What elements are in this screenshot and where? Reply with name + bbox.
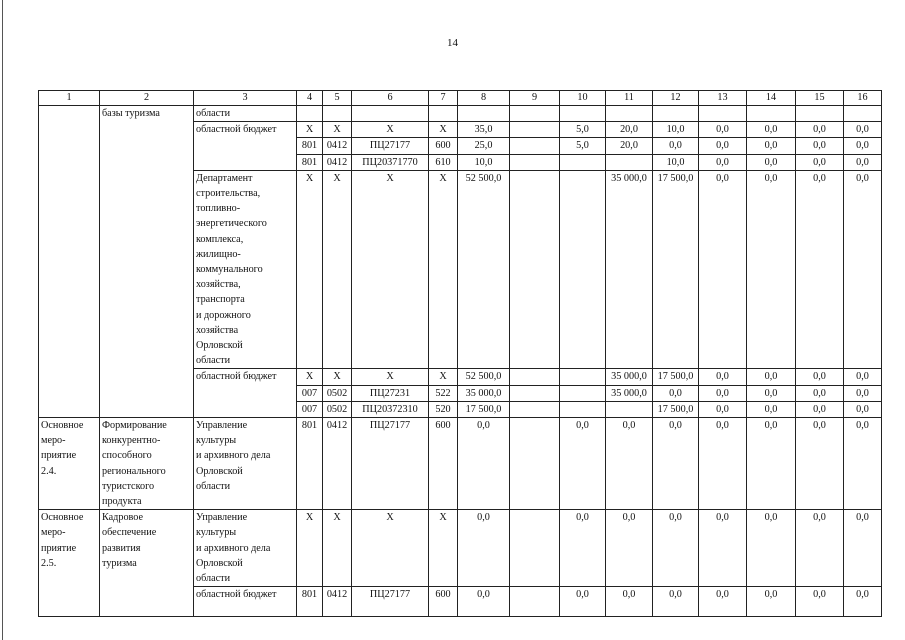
cell-event-number: Основное меро- приятие 2.4. (39, 418, 100, 510)
cell-value: 20,0 (606, 122, 653, 138)
cell-executor: Управление культуры и архивного дела Орловской области (194, 418, 297, 510)
cell-value (606, 154, 653, 170)
cell-value (560, 369, 606, 385)
cell-value: 35 000,0 (606, 385, 653, 401)
cell-total: 35,0 (458, 122, 510, 138)
cell-event-name: базы туризма (100, 106, 194, 418)
cell-value (560, 401, 606, 417)
cell-vr: 600 (429, 138, 458, 154)
header-cell: 13 (699, 91, 747, 106)
cell-total: 17 500,0 (458, 401, 510, 417)
cell-value: 0,0 (747, 401, 796, 417)
header-cell: 14 (747, 91, 796, 106)
cell-csr: X (352, 369, 429, 385)
cell-value: 20,0 (606, 138, 653, 154)
cell-value: 0,0 (699, 510, 747, 587)
cell-vr: 522 (429, 385, 458, 401)
cell-grbs: X (297, 122, 323, 138)
cell-event-number: Основное меро- приятие 2.5. (39, 510, 100, 617)
cell-value: 0,0 (844, 138, 882, 154)
cell-csr: X (352, 510, 429, 587)
cell-grbs: 801 (297, 138, 323, 154)
cell-vr: 520 (429, 401, 458, 417)
cell-value: 0,0 (653, 418, 699, 510)
cell-csr: X (352, 170, 429, 369)
cell-value: 0,0 (560, 587, 606, 617)
header-cell: 3 (194, 91, 297, 106)
cell-value: 0,0 (747, 154, 796, 170)
header-cell: 5 (323, 91, 352, 106)
cell-csr: ПЦ27231 (352, 385, 429, 401)
cell-value: 0,0 (747, 138, 796, 154)
cell-total: 10,0 (458, 154, 510, 170)
cell-grbs: 801 (297, 418, 323, 510)
cell-value: 0,0 (844, 154, 882, 170)
cell-grbs: 801 (297, 587, 323, 617)
header-cell: 15 (796, 91, 844, 106)
cell-csr: ПЦ27177 (352, 587, 429, 617)
header-cell: 1 (39, 91, 100, 106)
budget-table (38, 90, 882, 617)
cell-value (510, 385, 560, 401)
cell-rzpr: 0412 (323, 154, 352, 170)
cell-value (560, 385, 606, 401)
cell-value (510, 170, 560, 369)
cell-total: 52 500,0 (458, 369, 510, 385)
cell-vr: X (429, 369, 458, 385)
header-cell: 6 (352, 91, 429, 106)
cell-value: 0,0 (699, 138, 747, 154)
cell-value: 0,0 (653, 385, 699, 401)
cell-executor: Департамент строительства, топливно- энергетического комплекса, жилищно- коммунального хозяйства, транспорта и дорожного хозяйства Орловской области (194, 170, 297, 369)
cell-csr: ПЦ27177 (352, 138, 429, 154)
cell-total: 0,0 (458, 510, 510, 587)
cell-total: 35 000,0 (458, 385, 510, 401)
cell-grbs: 007 (297, 401, 323, 417)
cell-value: 17 500,0 (653, 170, 699, 369)
cell-value: 0,0 (699, 154, 747, 170)
cell-value: 0,0 (796, 122, 844, 138)
cell-value: 0,0 (844, 170, 882, 369)
cell-grbs: X (297, 369, 323, 385)
cell-value: 0,0 (796, 587, 844, 617)
cell-value (510, 138, 560, 154)
header-cell: 4 (297, 91, 323, 106)
cell-value: 0,0 (796, 401, 844, 417)
cell-value: 0,0 (560, 510, 606, 587)
cell-value: 0,0 (699, 369, 747, 385)
cell-value: 0,0 (606, 418, 653, 510)
cell-value (510, 418, 560, 510)
cell-value: 0,0 (844, 369, 882, 385)
cell-value: 0,0 (747, 587, 796, 617)
cell-value: 5,0 (560, 122, 606, 138)
cell-value: 35 000,0 (606, 170, 653, 369)
cell-value: 0,0 (699, 401, 747, 417)
cell-value: 17 500,0 (653, 401, 699, 417)
cell-value: 0,0 (844, 418, 882, 510)
cell-value: 17 500,0 (653, 369, 699, 385)
cell-value: 0,0 (747, 510, 796, 587)
cell-value: 0,0 (653, 587, 699, 617)
cell-grbs: 007 (297, 385, 323, 401)
cell-total: 25,0 (458, 138, 510, 154)
cell-vr: 610 (429, 154, 458, 170)
cell-value: 0,0 (796, 154, 844, 170)
cell-executor: Управление культуры и архивного дела Орловской области (194, 510, 297, 587)
cell-value (606, 401, 653, 417)
cell-value: 0,0 (747, 122, 796, 138)
cell-value: 0,0 (653, 138, 699, 154)
cell-value: 10,0 (653, 122, 699, 138)
cell-grbs: X (297, 170, 323, 369)
cell-total: 0,0 (458, 587, 510, 617)
cell-event-name: Формирование конкурентно- способного регионального туристского продукта (100, 418, 194, 510)
header-cell: 2 (100, 91, 194, 106)
header-cell: 11 (606, 91, 653, 106)
cell-value: 0,0 (796, 418, 844, 510)
cell-value (510, 154, 560, 170)
cell-value (510, 510, 560, 587)
table-row (39, 418, 882, 510)
cell-value: 0,0 (796, 170, 844, 369)
header-cell: 10 (560, 91, 606, 106)
cell-value (510, 369, 560, 385)
cell-value: 0,0 (796, 385, 844, 401)
cell-value: 0,0 (844, 587, 882, 617)
cell-rzpr: X (323, 369, 352, 385)
cell-value: 0,0 (796, 510, 844, 587)
cell-rzpr: X (323, 122, 352, 138)
cell-value: 0,0 (747, 369, 796, 385)
cell-value: 5,0 (560, 138, 606, 154)
cell-value: 0,0 (699, 385, 747, 401)
cell-value: 0,0 (606, 587, 653, 617)
cell-value: 0,0 (796, 369, 844, 385)
cell-executor: областной бюджет (194, 369, 297, 418)
cell-value: 0,0 (699, 587, 747, 617)
cell-value (560, 154, 606, 170)
cell-total: 52 500,0 (458, 170, 510, 369)
cell-value: 0,0 (699, 418, 747, 510)
cell-executor: областной бюджет (194, 587, 297, 617)
cell-value: 0,0 (747, 385, 796, 401)
cell-value: 0,0 (747, 418, 796, 510)
cell-executor: областной бюджет (194, 122, 297, 171)
cell-vr: X (429, 122, 458, 138)
cell-rzpr: 0502 (323, 401, 352, 417)
cell-value: 0,0 (653, 510, 699, 587)
cell-value: 10,0 (653, 154, 699, 170)
cell-grbs: X (297, 510, 323, 587)
cell-value: 35 000,0 (606, 369, 653, 385)
cell-vr: X (429, 510, 458, 587)
cell-value (510, 122, 560, 138)
header-cell: 8 (458, 91, 510, 106)
cell-grbs: 801 (297, 154, 323, 170)
cell-value: 0,0 (844, 510, 882, 587)
cell-executor: области (194, 106, 297, 122)
cell-value: 0,0 (844, 385, 882, 401)
cell-value: 0,0 (747, 170, 796, 369)
cell-event-name: Кадровое обеспечение развития туризма (100, 510, 194, 617)
cell-value: 0,0 (560, 418, 606, 510)
cell-vr: X (429, 170, 458, 369)
cell-value: 0,0 (796, 138, 844, 154)
cell-csr: ПЦ20372310 (352, 401, 429, 417)
cell-value (510, 401, 560, 417)
cell-rzpr: 0412 (323, 138, 352, 154)
cell-vr: 600 (429, 587, 458, 617)
cell-value: 0,0 (699, 122, 747, 138)
cell-csr: ПЦ27177 (352, 418, 429, 510)
header-cell: 12 (653, 91, 699, 106)
cell-value: 0,0 (699, 170, 747, 369)
cell-event-number (39, 106, 100, 418)
cell-rzpr: 0502 (323, 385, 352, 401)
cell-rzpr: 0412 (323, 418, 352, 510)
header-cell: 16 (844, 91, 882, 106)
header-cell: 9 (510, 91, 560, 106)
cell-csr: ПЦ20371770 (352, 154, 429, 170)
cell-value (560, 170, 606, 369)
table-row (39, 510, 882, 587)
header-row (39, 91, 882, 106)
cell-value (510, 587, 560, 617)
header-cell: 7 (429, 91, 458, 106)
cell-rzpr: 0412 (323, 587, 352, 617)
page-edge-line (2, 0, 3, 640)
cell-rzpr: X (323, 170, 352, 369)
cell-rzpr: X (323, 510, 352, 587)
cell-total: 0,0 (458, 418, 510, 510)
table-row (39, 106, 882, 122)
cell-value: 0,0 (844, 122, 882, 138)
cell-vr: 600 (429, 418, 458, 510)
cell-value: 0,0 (606, 510, 653, 587)
cell-csr: X (352, 122, 429, 138)
page-number: 14 (447, 37, 458, 49)
cell-value: 0,0 (844, 401, 882, 417)
